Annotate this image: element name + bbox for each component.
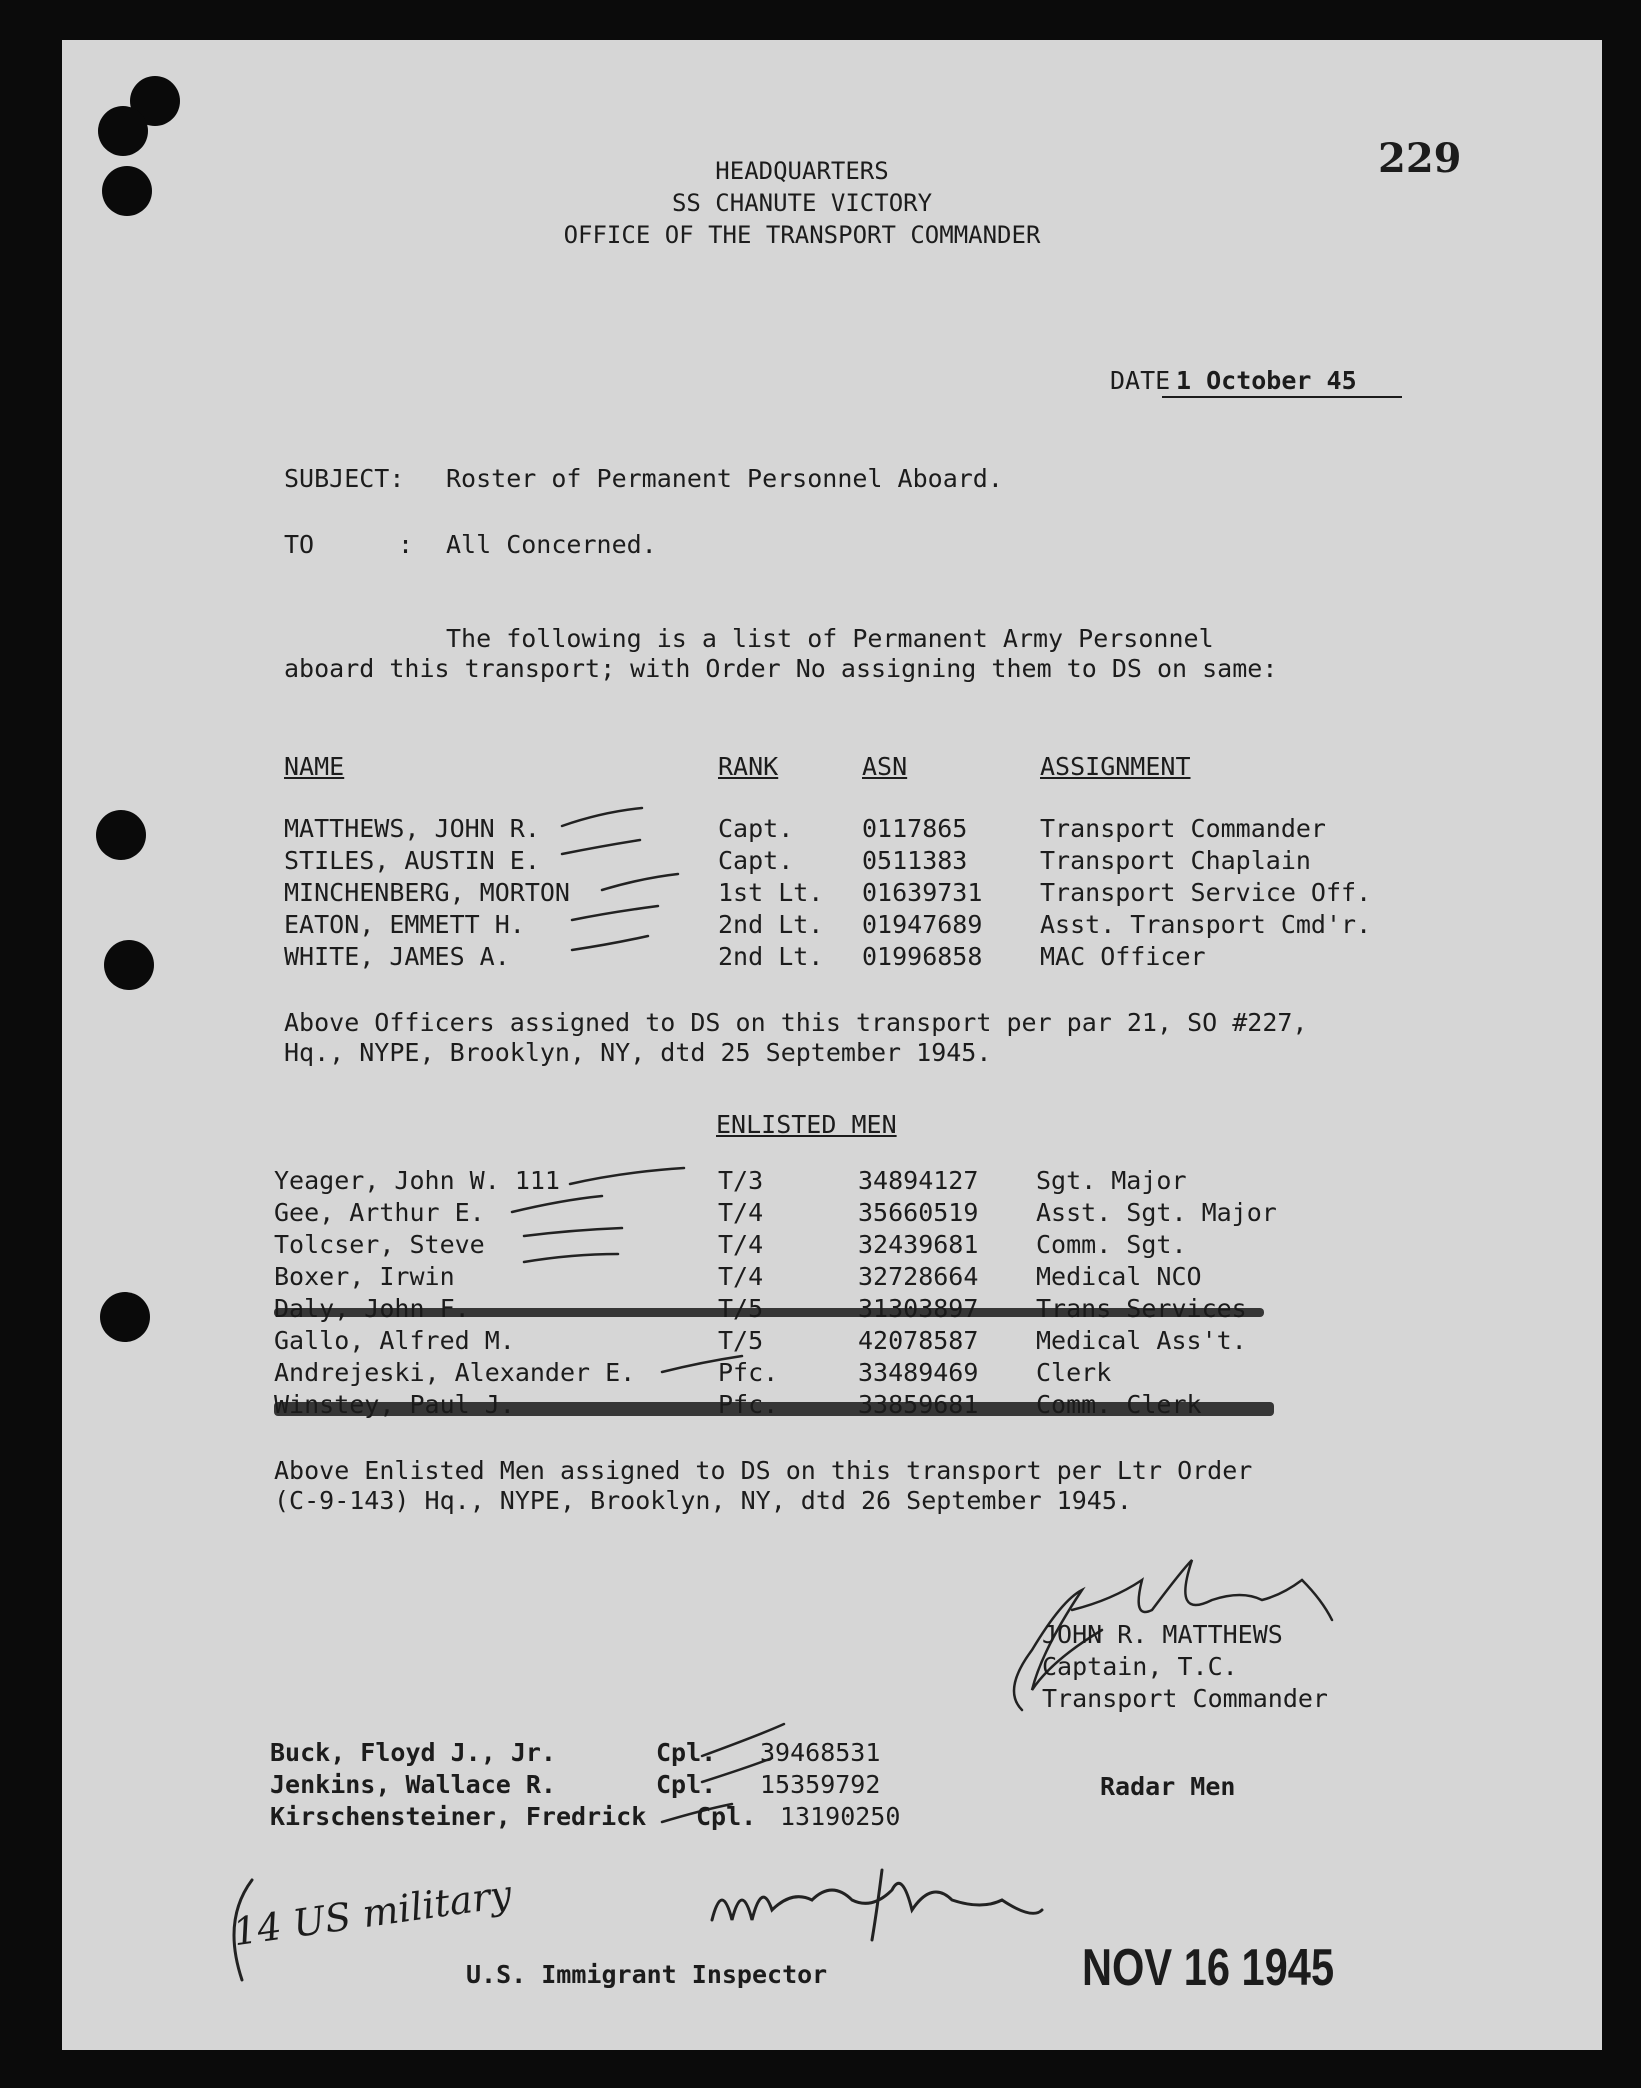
subject-value: Roster of Permanent Personnel Aboard. xyxy=(446,464,1003,493)
enlisted-asn: 42078587 xyxy=(858,1326,979,1355)
enlisted-rank: Pfc. xyxy=(718,1358,779,1387)
enlisted-assignment: Comm. Sgt. xyxy=(1036,1230,1187,1259)
radar-asn: 39468531 xyxy=(760,1738,881,1767)
officer-asn: 0511383 xyxy=(862,846,968,875)
officers-note-line-1: Above Officers assigned to DS on this transport per par 21, SO #227, xyxy=(284,1008,1308,1037)
officer-name: MATTHEWS, JOHN R. xyxy=(284,814,540,843)
intro-line-2: aboard this transport; with Order No assigning them to DS on same: xyxy=(284,654,1278,683)
to-colon: : xyxy=(398,530,414,559)
subject-label: SUBJECT: xyxy=(284,464,405,493)
enlisted-rank: T/4 xyxy=(718,1230,764,1259)
intro-line-1: The following is a list of Permanent Army Personnel xyxy=(446,624,1214,653)
strikethrough-line xyxy=(274,1402,1274,1416)
radar-asn: 13190250 xyxy=(780,1802,901,1831)
officer-name: MINCHENBERG, MORTON xyxy=(284,878,570,907)
column-header-rank: RANK xyxy=(718,752,779,781)
radar-name: Kirschensteiner, Fredrick xyxy=(270,1802,647,1831)
page-number: 229 xyxy=(1378,135,1462,182)
enlisted-assignment: Asst. Sgt. Major xyxy=(1036,1198,1277,1227)
enlisted-name: Boxer, Irwin xyxy=(274,1262,455,1291)
header-line-2: SS CHANUTE VICTORY xyxy=(671,189,933,217)
enlisted-asn: 34894127 xyxy=(858,1166,979,1195)
enlisted-rank: T/4 xyxy=(718,1262,764,1291)
enlisted-note-line-1: Above Enlisted Men assigned to DS on this transport per Ltr Order xyxy=(274,1456,1253,1485)
column-header-assignment: ASSIGNMENT xyxy=(1040,752,1191,781)
inspector-signature xyxy=(702,1850,1062,1950)
inspector-label: U.S. Immigrant Inspector xyxy=(466,1960,828,1989)
officer-rank: 2nd Lt. xyxy=(718,942,824,971)
date-label: DATE xyxy=(1110,366,1171,395)
signatory-name: JOHN R. MATTHEWS xyxy=(1042,1620,1283,1649)
radar-label: Radar Men xyxy=(1100,1772,1236,1801)
signatory-title-2: Transport Commander xyxy=(1042,1684,1328,1713)
enlisted-rank: T/4 xyxy=(718,1198,764,1227)
date-value: 1 October 45 xyxy=(1176,366,1357,395)
column-header-asn: ASN xyxy=(862,752,908,781)
enlisted-heading: ENLISTED MEN xyxy=(716,1110,897,1139)
officers-note-line-2: Hq., NYPE, Brooklyn, NY, dtd 25 September 1945. xyxy=(284,1038,992,1067)
enlisted-assignment: Sgt. Major xyxy=(1036,1166,1187,1195)
signatory-title-1: Captain, T.C. xyxy=(1042,1652,1238,1681)
officer-rank: 2nd Lt. xyxy=(718,910,824,939)
enlisted-name: Gee, Arthur E. xyxy=(274,1198,485,1227)
enlisted-assignment: Clerk xyxy=(1036,1358,1112,1387)
enlisted-asn: 33489469 xyxy=(858,1358,979,1387)
officer-assignment: Transport Chaplain xyxy=(1040,846,1311,875)
officer-assignment: Transport Service Off. xyxy=(1040,878,1372,907)
strikethrough-line xyxy=(274,1308,1264,1317)
column-header-name: NAME xyxy=(284,752,345,781)
officer-assignment: Transport Commander xyxy=(1040,814,1326,843)
header-line-1: HEADQUARTERS xyxy=(715,157,889,185)
officer-name: STILES, AUSTIN E. xyxy=(284,846,540,875)
officer-rank: 1st Lt. xyxy=(718,878,824,907)
enlisted-asn: 32728664 xyxy=(858,1262,979,1291)
officer-assignment: Asst. Transport Cmd'r. xyxy=(1040,910,1372,939)
enlisted-note-line-2: (C-9-143) Hq., NYPE, Brooklyn, NY, dtd 26 September 1945. xyxy=(274,1486,1132,1515)
officer-asn: 01639731 xyxy=(862,878,983,907)
officer-asn: 0117865 xyxy=(862,814,968,843)
to-label: TO xyxy=(284,530,315,559)
radar-rank: Cpl. xyxy=(656,1738,717,1767)
radar-name: Jenkins, Wallace R. xyxy=(270,1770,556,1799)
header-line-3: OFFICE OF THE TRANSPORT COMMANDER xyxy=(563,221,1041,249)
officer-asn: 01996858 xyxy=(862,942,983,971)
document-page xyxy=(62,40,1602,2050)
enlisted-name: Yeager, John W. 111 xyxy=(274,1166,560,1195)
enlisted-name: Gallo, Alfred M. xyxy=(274,1326,515,1355)
officer-name: EATON, EMMETT H. xyxy=(284,910,525,939)
handwritten-note: 14 US military xyxy=(230,1871,515,1955)
handwritten-bracket xyxy=(212,1870,272,1990)
officer-assignment: MAC Officer xyxy=(1040,942,1206,971)
enlisted-name: Andrejeski, Alexander E. xyxy=(274,1358,636,1387)
enlisted-name: Tolcser, Steve xyxy=(274,1230,485,1259)
date-stamp: NOV 16 1945 xyxy=(1082,1939,1335,1997)
officer-name: WHITE, JAMES A. xyxy=(284,942,510,971)
officer-rank: Capt. xyxy=(718,846,794,875)
enlisted-asn: 35660519 xyxy=(858,1198,979,1227)
enlisted-asn: 32439681 xyxy=(858,1230,979,1259)
enlisted-assignment: Medical Ass't. xyxy=(1036,1326,1247,1355)
to-value: All Concerned. xyxy=(446,530,657,559)
enlisted-rank: T/5 xyxy=(718,1326,764,1355)
radar-name: Buck, Floyd J., Jr. xyxy=(270,1738,556,1767)
enlisted-assignment: Medical NCO xyxy=(1036,1262,1202,1291)
enlisted-rank: T/3 xyxy=(718,1166,764,1195)
officer-asn: 01947689 xyxy=(862,910,983,939)
radar-rank: Cpl. xyxy=(696,1802,757,1831)
radar-asn: 15359792 xyxy=(760,1770,881,1799)
officer-rank: Capt. xyxy=(718,814,794,843)
radar-rank: Cpl. xyxy=(656,1770,717,1799)
